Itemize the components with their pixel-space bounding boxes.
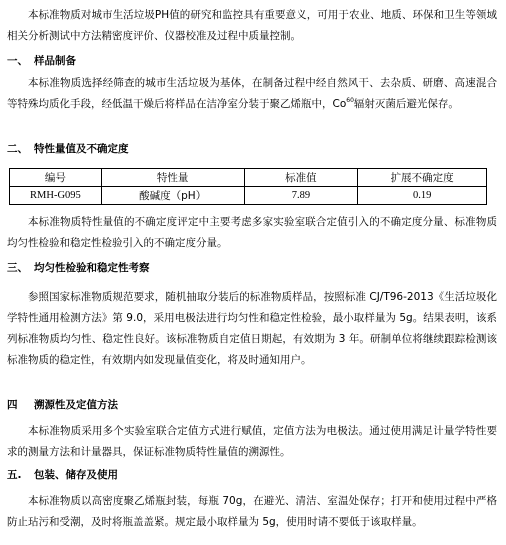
- section-1-paragraph: [7, 73, 497, 115]
- section-4-title: 溯源性及定值方法: [34, 399, 118, 411]
- section-1-text: 本标准物质选择经筛查的城市生活垃圾为基体，在制备过程中经自然风干、去杂质、研磨、高速混合等特殊均质化手段，经低温干燥后将样品在洁净室分装于聚乙烯瓶中，Co: [7, 77, 497, 110]
- section-2-title: 特性量值及不确定度: [34, 143, 129, 155]
- table-header: 编号: [10, 169, 102, 187]
- section-4-heading: [7, 396, 118, 414]
- table-header: 特性量: [101, 169, 244, 187]
- table-header-row: [10, 169, 487, 187]
- table-row: [10, 187, 487, 205]
- table-cell-uncertainty: 0.19: [358, 187, 487, 205]
- section-5-heading: [7, 466, 118, 484]
- isotope-superscript: 60: [346, 97, 354, 104]
- section-4-paragraph: 本标准物质采用多个实验室联合定值方式进行赋值，定值方法为电极法。通过使用满足计量学特性要求的测量方法和计量器具，保证标准物质特性量值的溯源性。: [7, 425, 497, 458]
- section-3-heading: [7, 259, 150, 277]
- section-1-heading: [7, 52, 76, 70]
- section-4-number: 四: [7, 399, 18, 411]
- section-5-paragraph: 本标准物质以高密度聚乙烯瓶封装，每瓶 70g，在避光、清洁、室温处保存；打开和使用过程中严格防止玷污和受潮，及时将瓶盖盖紧。规定最小取样量为 5g，使用时请不要低于该取样量。: [7, 495, 497, 528]
- section-1-title: 样品制备: [34, 55, 76, 67]
- intro-paragraph: 本标准物质对城市生活垃圾PH值的研究和监控具有重要意义，可用于农业、地质、环保和卫生等领域相关分析测试中方法精密度评价、仪器校准及过程中质量控制。: [7, 9, 497, 42]
- table-header: 标准值: [244, 169, 358, 187]
- section-3-number: 三、: [7, 262, 28, 274]
- table-header: 扩展不确定度: [358, 169, 487, 187]
- section-3-paragraph: 参照国家标准物质规范要求，随机抽取分装后的标准物质样品，按照标准 CJ/T96-2013《生活垃圾化学特性通用检测方法》第 9.0，采用电极法进行均匀性和稳定性检验，最小取样量为 5g。结果表明，该系列标准物质均匀性、稳定性良好。该标准物质自定值日期起，有效期为 3 年。研制单位将继续跟踪检测该标准物质的稳定性，有效期内如发现量值变化，将及时通知用户。: [7, 291, 497, 366]
- section-5-number: 五.: [7, 469, 22, 481]
- section-2-paragraph: 本标准物质特性量值的不确定度评定中主要考虑多家实验室联合定值引入的不确定度分量、标准物质均匀性检验和稳定性检验引入的不确定度分量。: [7, 216, 497, 249]
- property-table: [9, 168, 487, 205]
- section-1-number: 一、: [7, 55, 28, 67]
- table-cell-id: RMH-G095: [10, 187, 102, 205]
- section-1-text-end: 辐射灭菌后避光保存。: [353, 98, 459, 110]
- table-cell-value: 7.89: [244, 187, 358, 205]
- section-3-title: 均匀性检验和稳定性考察: [34, 262, 150, 274]
- section-5-title: 包装、储存及使用: [34, 469, 118, 481]
- section-2-number: 二、: [7, 143, 28, 155]
- section-2-heading: [7, 140, 129, 158]
- table-cell-property: 酸碱度（pH）: [101, 187, 244, 205]
